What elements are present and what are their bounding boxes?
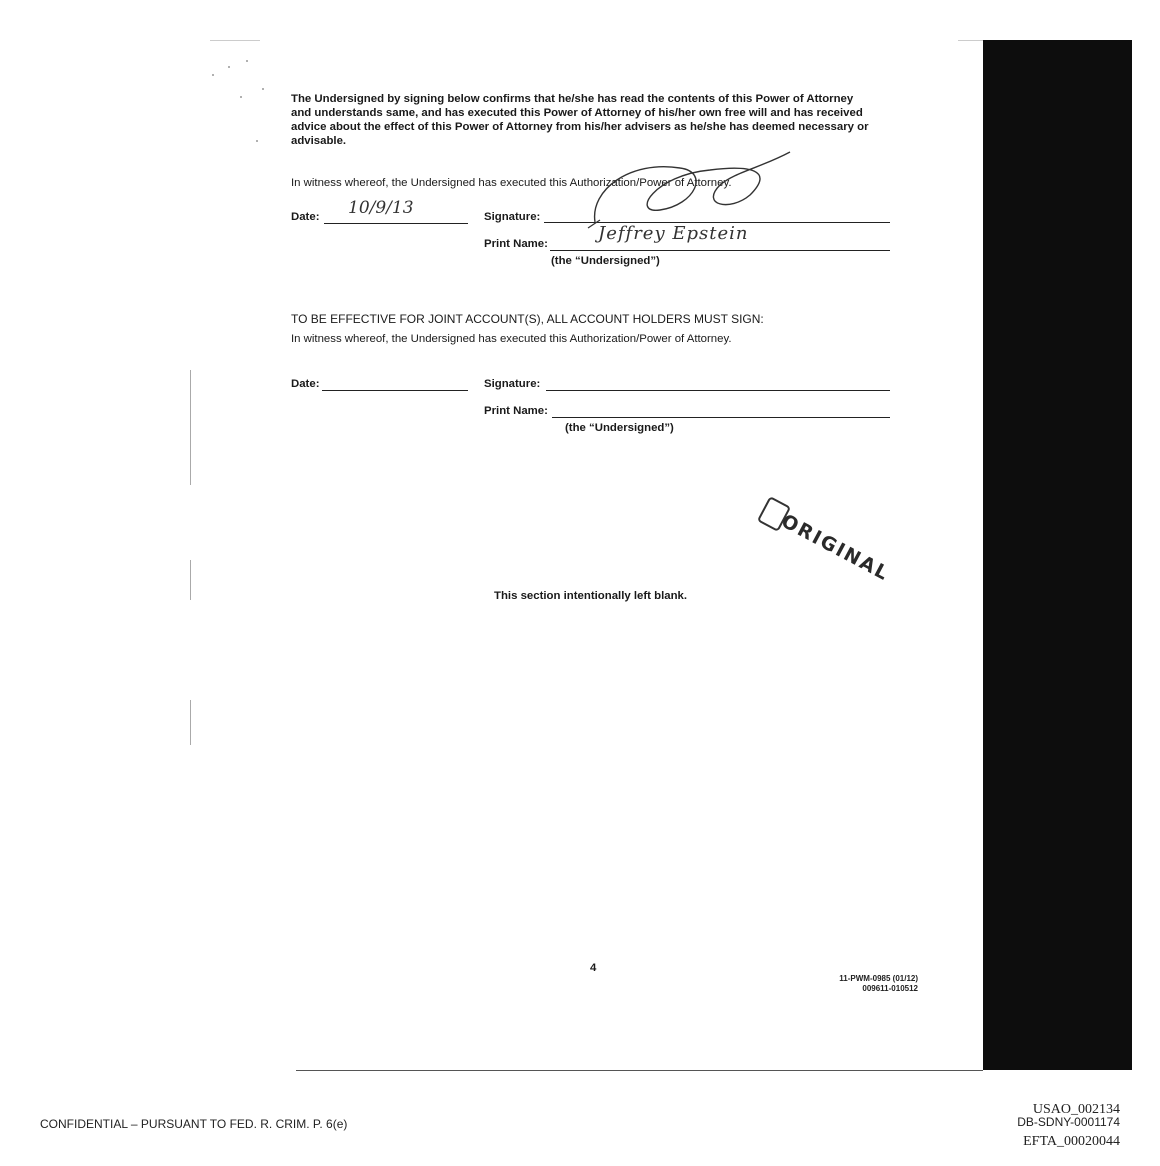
undersigned-caption-1: (the “Undersigned”): [551, 255, 660, 267]
scan-speck: [240, 96, 242, 98]
print-name-line-1: [550, 250, 890, 251]
scan-speck: [228, 66, 230, 68]
print-name-label-2: Print Name:: [484, 405, 548, 417]
scan-speck: [256, 140, 258, 142]
intro-paragraph: [291, 92, 901, 148]
bates-number-usao: USAO_002134: [1032, 1102, 1120, 1117]
scan-mark: [190, 700, 191, 745]
signature-label-1: Signature:: [484, 211, 541, 223]
joint-account-heading: TO BE EFFECTIVE FOR JOINT ACCOUNT(S), ALL ACCOUNT HOLDERS MUST SIGN:: [291, 312, 764, 326]
date-label-1: Date:: [291, 211, 320, 223]
signature-line-2: [546, 390, 890, 391]
scan-mark: [190, 560, 191, 600]
page-top-edge-right: [958, 40, 983, 41]
intro-line: and understands same, and has executed this Power of Attorney of his/her own free will and has received: [291, 107, 863, 119]
witness-statement-2: In witness whereof, the Undersigned has executed this Authorization/Power of Attorney.: [291, 333, 732, 345]
bates-number-efta: EFTA_00020044: [1023, 1134, 1120, 1149]
original-stamp: ORIGINAL: [777, 510, 894, 586]
confidential-notice: CONFIDENTIAL – PURSUANT TO FED. R. CRIM. P. 6(e): [40, 1117, 348, 1131]
date-line-2: [322, 390, 468, 391]
scan-speck: [212, 74, 214, 76]
intro-line: advisable.: [291, 135, 347, 147]
page-number: 4: [590, 962, 597, 974]
intro-line: The Undersigned by signing below confirms that he/she has read the contents of this Power of Attorney: [291, 93, 854, 105]
form-code-block: [800, 974, 918, 994]
bates-stamp: [940, 1104, 1120, 1148]
handwritten-print-name: Jeffrey Epstein: [598, 223, 749, 244]
undersigned-caption-2: (the “Undersigned”): [565, 422, 674, 434]
date-line-1: [324, 223, 468, 224]
scan-speck: [246, 60, 248, 62]
scan-speck: [262, 88, 264, 90]
blank-section-note: This section intentionally left blank.: [494, 590, 688, 602]
witness-statement-1: In witness whereof, the Undersigned has executed this Authorization/Power of Attorney.: [291, 177, 732, 189]
handwritten-date: 10/9/13: [348, 198, 414, 218]
form-code: 11-PWM-0985 (01/12): [839, 974, 918, 983]
date-label-2: Date:: [291, 378, 320, 390]
signature-label-2: Signature:: [484, 378, 541, 390]
bates-number-db: DB-SDNY-0001174: [1017, 1115, 1120, 1129]
intro-line: advice about the effect of this Power of Attorney from his/her advisers as he/she has deemed necessary or: [291, 121, 869, 133]
form-code-2: 009611-010512: [862, 984, 918, 993]
print-name-line-2: [552, 417, 890, 418]
print-name-label-1: Print Name:: [484, 238, 548, 250]
scan-black-margin: [983, 40, 1132, 1070]
page-bottom-edge: [296, 1070, 983, 1071]
page-top-edge-left: [210, 40, 260, 41]
scan-mark: [190, 370, 191, 485]
